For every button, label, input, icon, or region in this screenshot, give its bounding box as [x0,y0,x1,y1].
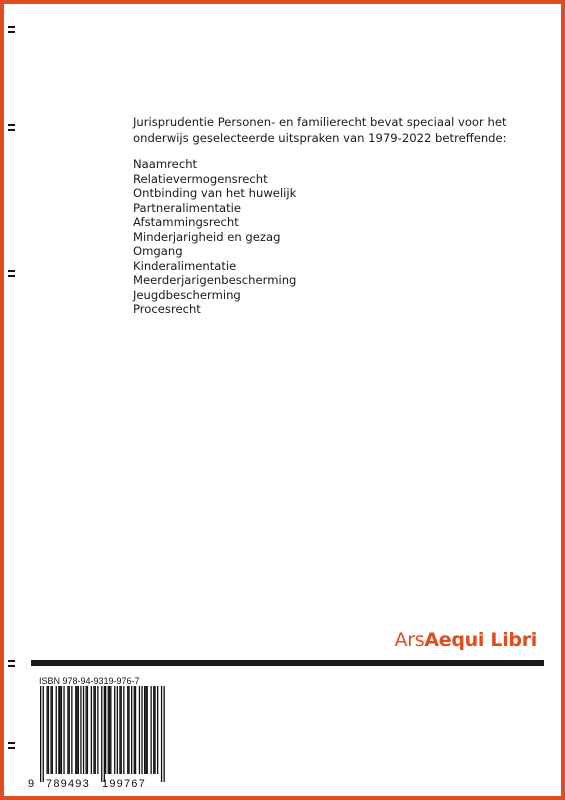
barcode-bar [97,686,98,774]
publisher-logo-aequi-libri: Aequi Libri [424,629,537,651]
barcode-bar [105,686,106,774]
barcode-bar [83,686,84,774]
crop-mark [8,660,15,667]
barcode-digits-left: 789493 [46,778,90,790]
barcode-bar [50,686,51,774]
barcode-bar [123,686,124,774]
barcode-bar [95,686,96,774]
barcode-bar [119,686,120,774]
barcode-bar [43,686,44,782]
barcode-bar [127,686,128,774]
topic-item: Relatievermogensrecht [133,171,268,186]
topic-item: Afstammingsrecht [133,215,239,229]
barcode-bar [151,686,152,774]
barcode-bar [153,686,154,774]
barcode-bar [76,686,77,774]
barcode-bar [145,686,146,774]
barcode-bar [40,686,41,782]
barcode-bar [60,686,61,774]
topic-list [133,157,296,317]
barcode-bar [157,686,158,774]
topic-item: Naamrecht [133,157,198,171]
barcode-bar [67,686,68,774]
topic-item: Partneralimentatie [133,200,242,215]
topic-item: Jeugdbescherming [133,287,241,302]
barcode-bar [134,686,135,774]
publisher-logo [395,628,537,652]
barcode-digits-right: 199767 [102,778,146,790]
topic-item: Kinderalimentatie [133,258,237,273]
barcode-bar [56,686,57,774]
barcode-bar [135,686,136,774]
barcode-bar [104,686,105,782]
barcode-bar [52,686,53,774]
barcode-bar [93,686,94,774]
barcode-bar [131,686,132,774]
topic-item: Minderjarigheid en gezag [133,229,281,244]
crop-mark [8,270,15,277]
barcode-bar [121,686,122,774]
barcode-bar [154,686,155,774]
barcode-bar [61,686,62,774]
barcode-bar [58,686,59,774]
topic-item: Procesrecht [133,302,201,316]
barcode-bar [87,686,88,774]
barcode-bar [139,686,140,774]
barcode-bar [164,686,165,782]
barcode-bar [110,686,111,774]
barcode-bar [147,686,148,774]
divider-bar [31,660,544,666]
barcode-bar [71,686,72,774]
barcode-digit-first: 9 [28,778,35,790]
barcode-bar [86,686,87,774]
crop-mark [8,742,15,749]
barcode-bar [128,686,129,774]
intro-text: Jurisprudentie Personen- en familierecht bevat speciaal voor het onderwijs geselecteerde uitspraken van 1979-2022 betreffende: [133,115,507,145]
barcode-bar [69,686,70,774]
isbn-label: ISBN 978-94-9319-976-7 [39,676,140,686]
barcode-bar [80,686,81,774]
topic-item: Meerderjarigenbescherming [133,273,297,287]
barcode-icon [28,686,168,786]
barcode-bar [114,686,115,774]
barcode-bar [144,686,145,774]
topic-item: Ontbinding van het huwelijk [133,186,297,200]
barcode-bar [48,686,49,774]
barcode [28,686,168,786]
barcode-bar [117,686,118,774]
barcode-bar [63,686,64,774]
crop-mark [8,26,15,33]
barcode-bar [109,686,110,774]
barcode-bar [47,686,48,774]
barcode-bar [141,686,142,774]
barcode-bar [161,686,162,782]
publisher-logo-ars: Ars [394,629,425,651]
barcode-bar [91,686,92,774]
barcode-bar [108,686,109,774]
barcode-bar [101,686,102,782]
topic-item: Omgang [133,244,183,258]
barcode-bar [78,686,79,774]
crop-mark [8,124,15,131]
barcode-bar [75,686,76,774]
